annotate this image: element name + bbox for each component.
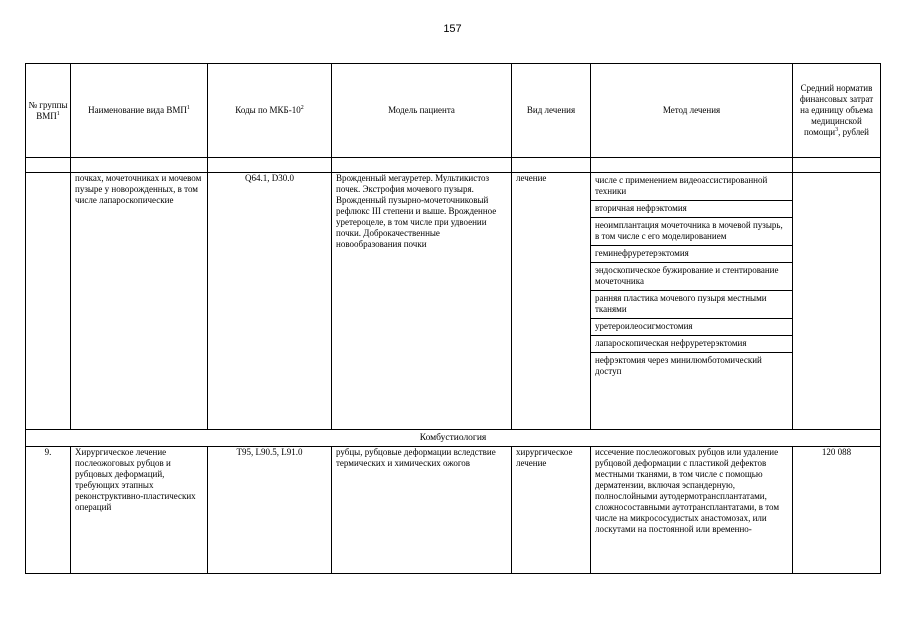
header-row	[26, 64, 881, 158]
table-row	[26, 447, 881, 574]
header-icd-codes: Коды по МКБ-$10^2$	[208, 64, 332, 158]
header-treatment-method: Метод лечения	[591, 64, 793, 158]
average-cost-cell	[793, 173, 881, 430]
method-item: уретероилеосигмостомия	[591, 319, 792, 336]
group-number-cell	[26, 173, 71, 430]
vmp-name-cell: Хирургическое лечение послеожоговых рубцов и рубцовых деформаций, требующих этапных реконструктивно-пластических операций	[71, 447, 208, 574]
method-item: вторичная нефрэктомия	[591, 201, 792, 218]
treatment-type-cell: хирургическое лечение	[512, 447, 591, 574]
treatment-method-cell: иссечение послеожоговых рубцов или удаление рубцовой деформации с пластикой дефектов местными тканями, в том числе с помощью дерматензии, включая эспандерную, полнослойными аутодермотрансплантатами, сложносоставными аутотрансплантатами, в том числе на микрососудистых анастомозах, или лоскутами на постоянной или временно-	[591, 447, 793, 574]
method-item: нефрэктомия через минилюмботомический доступ	[595, 355, 762, 376]
header-patient-model: Модель пациента	[332, 64, 512, 158]
patient-model-cell: Врожденный мегауретер. Мультикистоз почек. Экстрофия мочевого пузыря. Врожденный пузырно-мочеточниковый рефлюкс III степени и выше. Врожденное уретероцеле, в том числе при удвоении почки. Доброкачественные новообразования почки	[332, 173, 512, 430]
icd-codes-cell: Q64.1, D30.0	[208, 173, 332, 430]
method-item: геминефруретерэктомия	[591, 246, 792, 263]
spacer-row	[26, 158, 881, 173]
method-item: лапароскопическая нефруретерэктомия	[591, 336, 792, 353]
method-item: эндоскопическое бужирование и стентирование мочеточника	[591, 263, 792, 291]
header-average-cost: Средний норматив финансовых затрат на единицу объема медицинской помощи$^3$, рублей	[793, 64, 881, 158]
method-item: неоимплантация мочеточника в мочевой пузырь, в том числе с его моделированием	[591, 218, 792, 246]
section-title: Комбустиология	[26, 430, 881, 447]
header-group-number: № группы ВМП$^1$	[26, 64, 71, 158]
page-number: 157	[443, 23, 462, 35]
icd-codes-cell: T95, L90.5, L91.0	[208, 447, 332, 574]
vmp-table	[25, 63, 881, 574]
average-cost-cell: 120 088	[793, 447, 881, 574]
section-row	[26, 430, 881, 447]
group-number-cell: 9.	[26, 447, 71, 574]
patient-model-cell: рубцы, рубцовые деформации вследствие термических и химических ожогов	[332, 447, 512, 574]
treatment-type-cell: лечение	[512, 173, 591, 430]
vmp-name-cell: почках, мочеточниках и мочевом пузыре у новорожденных, в том числе лапароскопические	[71, 173, 208, 430]
header-treatment-type: Вид лечения	[512, 64, 591, 158]
method-item: числе с применением видеоассистированной техники	[591, 173, 792, 201]
method-item: ранняя пластика мочевого пузыря местными тканями	[591, 291, 792, 319]
header-vmp-name: Наименование вида ВМП$^1$	[71, 64, 208, 158]
table-row	[26, 173, 881, 430]
treatment-method-list	[591, 173, 793, 430]
